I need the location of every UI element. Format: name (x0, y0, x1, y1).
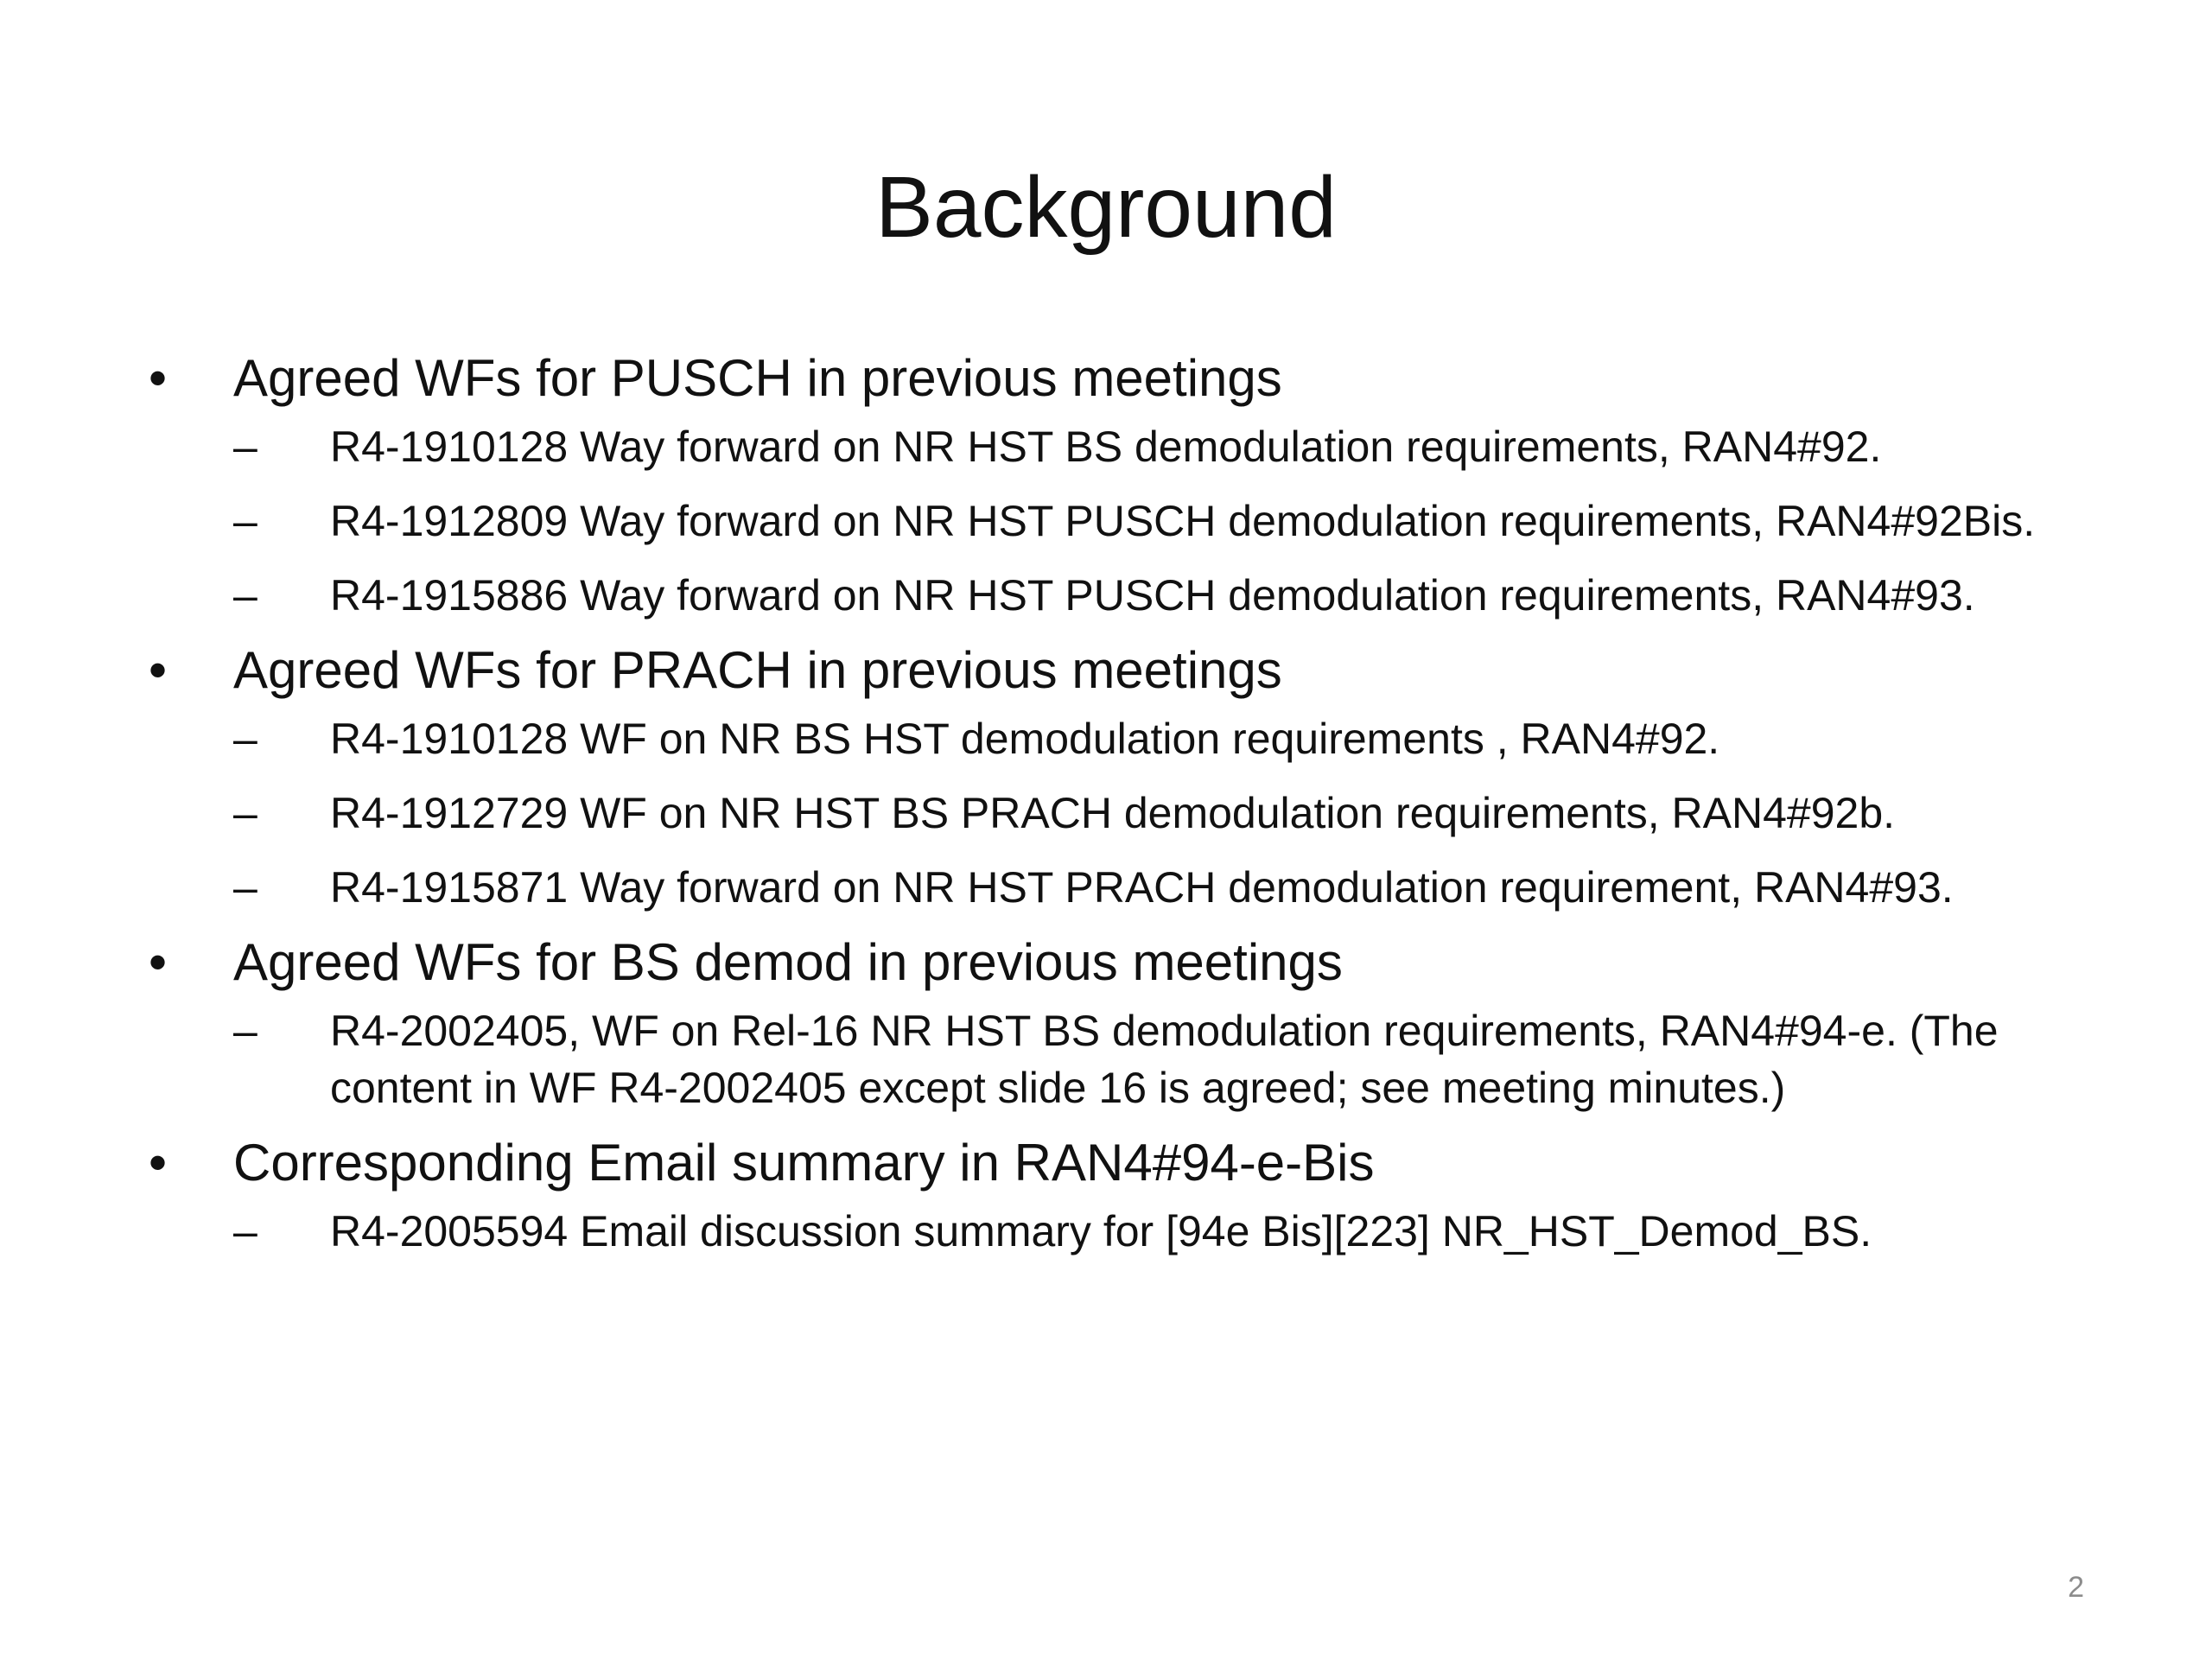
dash-icon: – (233, 423, 257, 471)
bullet-item-email-summary (138, 1130, 2126, 1260)
dash-icon: – (233, 497, 257, 545)
dash-icon: – (233, 1007, 257, 1055)
sub-list (233, 418, 2126, 624)
sub-item (233, 859, 2126, 916)
sub-list (233, 1002, 2126, 1116)
sub-item (233, 418, 2126, 475)
sub-list (233, 710, 2126, 916)
bullet-item-prach (138, 638, 2126, 916)
bullet-item-bs-demod (138, 930, 2126, 1116)
bullet-dot-icon: • (149, 1134, 168, 1192)
dash-icon: – (233, 789, 257, 837)
sub-item-text: R4-1912729 WF on NR HST BS PRACH demodulation requirements, RAN4#92b. (330, 789, 1896, 837)
bullet-list (138, 346, 2126, 1260)
sub-item-text: R4-2002405, WF on Rel-16 NR HST BS demodulation requirements, RAN4#94-e. (The content in WF R4-2002405 except slide 16 is agreed; see meeting minutes.) (330, 1007, 1999, 1112)
dash-icon: – (233, 571, 257, 620)
sub-list (233, 1203, 2126, 1260)
bullet-dot-icon: • (149, 349, 168, 407)
dash-icon: – (233, 1207, 257, 1255)
bullet-item-pusch (138, 346, 2126, 624)
sub-item-text: R4-1915871 Way forward on NR HST PRACH demodulation requirement, RAN4#93. (330, 863, 1954, 912)
sub-item-text: R4-1915886 Way forward on NR HST PUSCH demodulation requirements, RAN4#93. (330, 571, 1975, 620)
bullet-dot-icon: • (149, 933, 168, 991)
sub-item-text: R4-1910128 WF on NR BS HST demodulation requirements , RAN4#92. (330, 715, 1720, 763)
slide-title: Background (875, 159, 1337, 256)
sub-item (233, 567, 2126, 624)
dash-icon: – (233, 715, 257, 763)
dash-icon: – (233, 863, 257, 912)
bullet-heading: Agreed WFs for BS demod in previous meetings (233, 933, 1343, 991)
sub-item-text: R4-2005594 Email discussion summary for [94e Bis][223] NR_HST_Demod_BS. (330, 1207, 1872, 1255)
sub-item (233, 493, 2126, 550)
page-number: 2 (2068, 1571, 2084, 1604)
bullet-heading: Agreed WFs for PUSCH in previous meetings (233, 349, 1282, 407)
sub-item (233, 785, 2126, 842)
sub-item (233, 1002, 2126, 1116)
bullet-dot-icon: • (149, 641, 168, 699)
sub-item-text: R4-1910128 Way forward on NR HST BS demodulation requirements, RAN4#92. (330, 423, 1882, 471)
bullet-heading: Corresponding Email summary in RAN4#94-e-Bis (233, 1134, 1375, 1192)
sub-item-text: R4-1912809 Way forward on NR HST PUSCH demodulation requirements, RAN4#92Bis. (330, 497, 2036, 545)
sub-item (233, 710, 2126, 767)
sub-item (233, 1203, 2126, 1260)
bullet-heading: Agreed WFs for PRACH in previous meetings (233, 641, 1282, 699)
